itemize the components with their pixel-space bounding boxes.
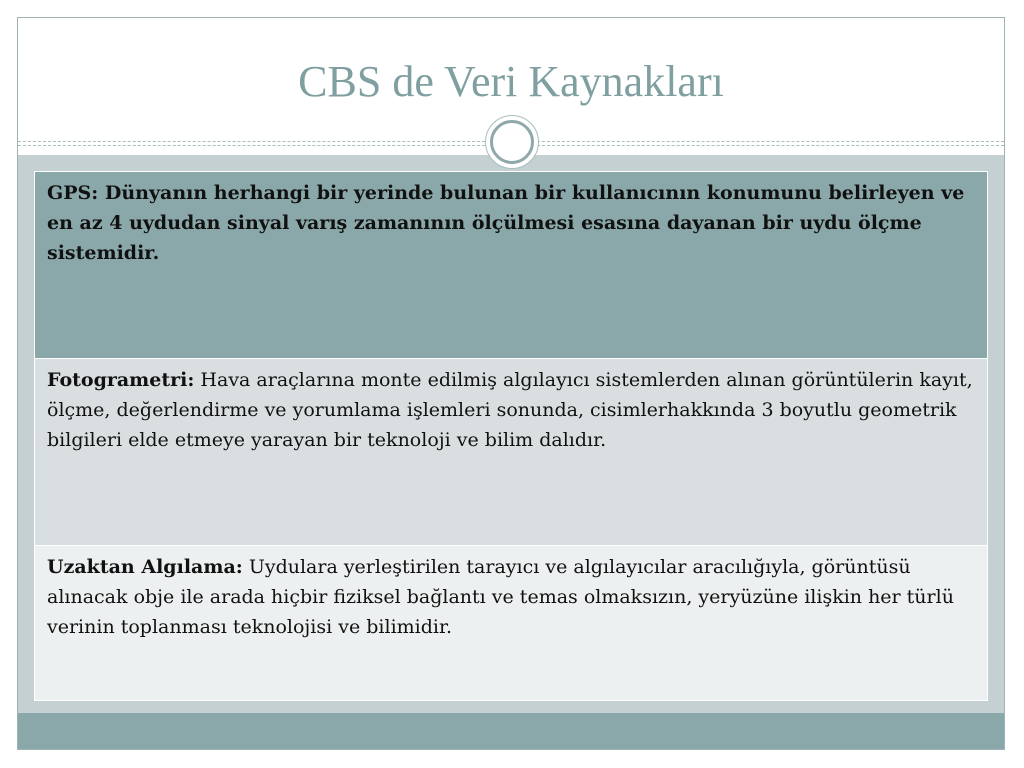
circle-ornament-icon <box>485 115 539 169</box>
table-cell-fotogrametri <box>35 359 988 546</box>
term-label: GPS: <box>47 182 99 204</box>
content-table <box>34 171 988 701</box>
term-label: Uzaktan Algılama: <box>47 556 243 578</box>
table-cell-gps <box>35 172 988 359</box>
footer-band <box>18 713 1004 749</box>
circle-ornament-ring <box>490 120 534 164</box>
table-row <box>35 172 988 359</box>
term-label: Fotogrametri: <box>47 369 195 391</box>
table-row <box>35 359 988 546</box>
term-definition: Uydulara yerleştirilen tarayıcı ve algılayıcılar aracılığıyla, görüntüsü alınacak obje ile arada hiçbir fiziksel bağlantı ve temas olmaksızın, yeryüzüne ilişkin her türlü verinin toplanması teknolojisi ve bilimidir. <box>47 556 954 638</box>
slide-title: CBS de Veri Kaynakları <box>298 57 724 106</box>
term-definition: Hava araçlarına monte edilmiş algılayıcı sistemlerden alınan görüntülerin kayıt, ölçme, değerlendirme ve yorumlama işlemleri sonunda, cisimlerhakkında 3 boyutlu geometrik bilgileri elde etmeye yarayan bir teknoloji ve bilim dalıdır. <box>47 369 973 451</box>
table-cell-uzaktan-algilama <box>35 546 988 701</box>
term-definition: Dünyanın herhangi bir yerinde bulunan bir kullanıcının konumunu belirleyen ve en az 4 uydudan sinyal varış zamanının ölçülmesi esasına dayanan bir uydu ölçme sistemidir. <box>47 182 965 264</box>
table-row <box>35 546 988 701</box>
slide <box>17 17 1005 750</box>
